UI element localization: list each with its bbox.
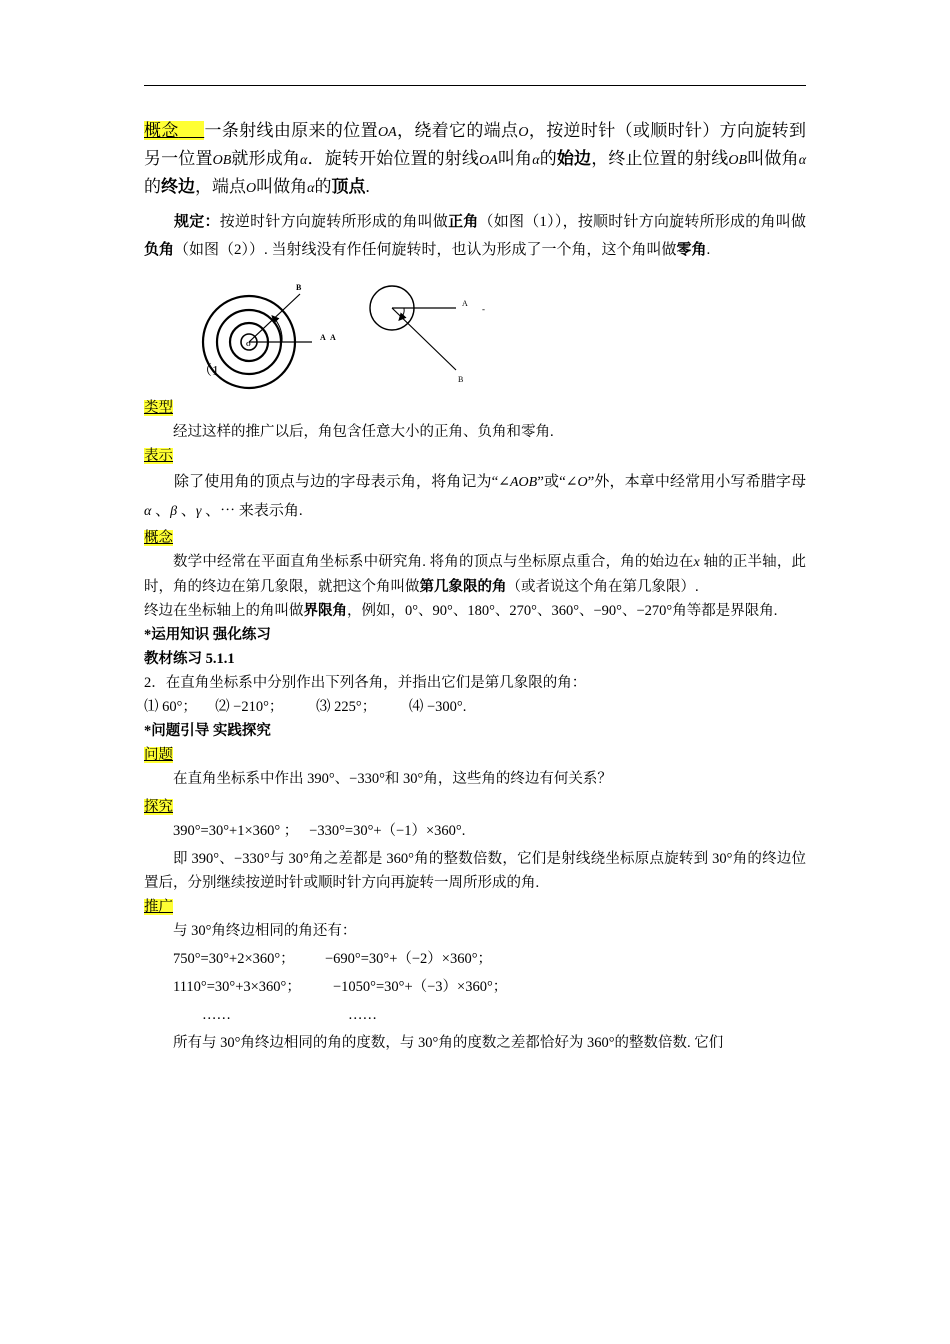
text-run: ，例如，0°、90°、180°、270°、360°、−90°、−270°角等都是界限角. [347, 603, 778, 619]
text-run: ”或“ [537, 474, 566, 490]
generalize-last: 所有与 30°角终边相同的角的度数，与 30°角的度数之差都恰好为 360°的整数倍数. 它们 [173, 1035, 724, 1051]
text-run: 、⋯ 来表示角. [201, 503, 303, 519]
header-rule [144, 85, 806, 86]
concept-tag: 概念 [144, 121, 179, 140]
text-run: ”外，本章中经常用小写希腊字母 [587, 474, 806, 490]
rotation-diagram [194, 278, 554, 396]
concept-tag-pad [179, 121, 205, 140]
math-symbol: OB [728, 153, 748, 168]
generalize-intro: 与 30°角终边相同的角还有： [173, 923, 357, 939]
text-run: 的 [144, 177, 161, 196]
generalize-row1-right: −690°=30°+（−2）×360°； [325, 951, 493, 967]
question-text: 在直角坐标系中作出 390°、−330°和 30°角，这些角的终边有何关系？ [173, 771, 612, 787]
concept2-paragraph-1 [144, 550, 806, 599]
generalize-row-2 [144, 975, 806, 999]
repr-paragraph [144, 468, 806, 526]
text-run: （如图（2））. 当射线没有作任何旋转时，也认为形成了一个角，这个角叫做 [174, 242, 677, 258]
bold-term: 零角 [676, 242, 707, 258]
math-symbol: β [170, 504, 178, 519]
text-run: 轴的正半轴，此时，角的终边在第几象限，就把这个角叫做 [144, 554, 806, 595]
text-run: 按逆时针方向旋转所形成的角叫做 [219, 214, 449, 230]
bold-term: 负角 [144, 242, 175, 258]
generalize-row2-left: 1110°=30°+3×360°； [173, 979, 301, 995]
math-symbol: O [246, 181, 257, 196]
text-run: . [365, 177, 370, 196]
negative-angle-figure [370, 286, 485, 384]
concept2-text-2 [144, 603, 777, 619]
generalize-dots [144, 1003, 806, 1027]
bold-term: 正角 [448, 214, 479, 230]
text-run: ，绕着它的端点 [396, 121, 519, 140]
question-tag-line [144, 743, 806, 767]
practice-subheading: 教材练习 5.1.1 [144, 651, 235, 667]
left-label-b: B [296, 283, 302, 292]
figure-label-1: （1 [198, 364, 219, 379]
explore-tag: 探究 [144, 799, 173, 815]
generalize-row2-right: −1050°=30°+（−3）×360°； [333, 979, 508, 995]
bold-term: 界限角 [303, 603, 347, 619]
text-run: 叫做角 [256, 177, 308, 196]
repr-tag-line [144, 444, 806, 468]
practice-item-4: ⑷ −300°. [408, 699, 467, 715]
practice-items [144, 695, 806, 719]
rotation-figure [144, 278, 806, 396]
left-label-o: O [246, 342, 251, 348]
generalize-dots-left: …… [202, 1007, 231, 1023]
concept-paragraph-1 [144, 118, 806, 202]
page-content [144, 118, 806, 1055]
text-run: ，端点 [195, 177, 246, 196]
explore-explanation: 即 390°、−330°与 30°角之差都是 360°角的整数倍数，它们是射线绕坐标原点旋转到 30°角的终边位置后，分别继续按逆时针或顺时针方向再旋转一周所形成的角. [144, 851, 806, 891]
right-label-a: A [462, 299, 468, 308]
bold-term: 第几象限的角 [419, 579, 507, 595]
type-text: 经过这样的推广以后，角包含任意大小的正角、负角和零角. [173, 424, 554, 440]
math-symbol: ∠AOB [498, 475, 538, 490]
concept2-text-1 [144, 554, 806, 595]
explore-heading: *问题引导 实践探究 [144, 723, 271, 739]
bold-term: 始边 [556, 149, 592, 168]
math-symbol: γ [195, 504, 202, 519]
generalize-tag-line [144, 895, 806, 919]
rule-paragraph [144, 208, 806, 264]
generalize-tag: 推广 [144, 899, 173, 915]
practice-item-3: ⑶ 225°； [316, 699, 377, 715]
left-label-a2: A [330, 333, 336, 342]
type-tag: 类型 [144, 400, 173, 416]
text-run: （如图（1）），按顺时针方向旋转所形成的角叫做 [478, 214, 806, 230]
text-run: （或者说这个角在第几象限）. [506, 579, 699, 595]
text-run: ，终止位置的射线 [591, 149, 729, 168]
math-symbol: α [144, 504, 152, 519]
text-run: 就形成角 [231, 149, 301, 168]
concept-text [144, 121, 806, 196]
generalize-row-1 [144, 947, 806, 971]
generalize-row1-left: 750°=30°+2×360°； [173, 951, 295, 967]
text-run: 一条射线由原来的位置 [204, 121, 378, 140]
text-run: 叫做角 [747, 149, 799, 168]
text-run: 叫角 [497, 149, 533, 168]
bold-term: 顶点 [331, 177, 366, 196]
text-run: ，按逆时针（或顺时针）方向旋转到另一位置 [144, 121, 807, 168]
generalize-dots-right: …… [348, 1007, 377, 1023]
math-symbol: OA [377, 125, 397, 140]
math-symbol: OB [212, 153, 232, 168]
text-run: 、 [151, 503, 171, 519]
text-run: 终边在坐标轴上的角叫做 [144, 603, 304, 619]
practice-question-2: 2．在直角坐标系中分别作出下列各角，并指出它们是第几象限的角： [144, 675, 587, 691]
math-symbol: α [532, 153, 540, 168]
math-symbol: α [798, 153, 807, 168]
text-run: . [706, 242, 711, 258]
repr-tag: 表示 [144, 448, 173, 464]
math-symbol: α [307, 181, 315, 196]
explore-tag-line [144, 795, 806, 819]
math-symbol: OA [479, 153, 498, 168]
math-symbol: O [518, 125, 529, 140]
bold-term: 规定： [174, 214, 220, 230]
text-run: ．旋转开始位置的射线 [307, 149, 480, 168]
right-label-dash: - [482, 304, 485, 314]
text-run: 除了使用角的顶点与边的字母表示角，将角记为“ [174, 474, 499, 490]
positive-angle-figure [203, 283, 336, 388]
math-symbol: x [693, 555, 700, 570]
explore-equation: 390°=30°+1×360° ； −330°=30°+（−1）×360°. [173, 823, 466, 839]
concept2-tag-line [144, 526, 806, 550]
right-label-b: B [458, 375, 464, 384]
math-symbol: ∠O [565, 475, 588, 490]
concept2-tag: 概念 [144, 530, 173, 546]
bold-term: 终边 [161, 177, 195, 196]
question-tag: 问题 [144, 747, 173, 763]
text-run: 数学中经常在平面直角坐标系中研究角. 将角的顶点与坐标原点重合，角的始边在 [173, 554, 694, 570]
type-tag-line [144, 396, 806, 420]
left-label-a1: A [320, 333, 326, 342]
practice-item-2: ⑵ −210°； [215, 699, 284, 715]
rule-text [144, 214, 806, 258]
math-symbol: α [300, 153, 308, 168]
text-run: 、 [177, 503, 196, 519]
practice-item-1: ⑴ 60°； [144, 699, 197, 715]
repr-text [144, 474, 806, 519]
practice-heading: *运用知识 强化练习 [144, 627, 271, 643]
text-run: 的 [314, 177, 332, 196]
text-run: 的 [539, 149, 557, 168]
concept2-paragraph-2 [144, 599, 806, 623]
